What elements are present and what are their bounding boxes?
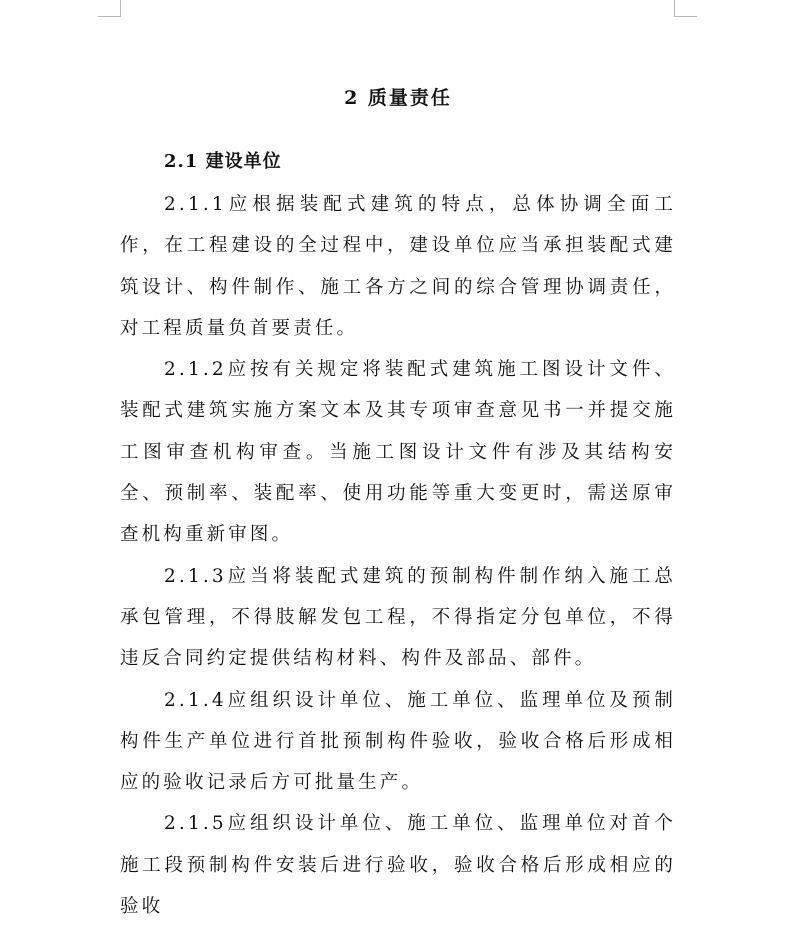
page-corner-mark-top-right [674, 0, 697, 17]
body-text [120, 184, 676, 927]
section-title: 2.1 建设单位 [164, 151, 282, 172]
paragraph-2-1-2: 2.1.2应按有关规定将装配式建筑施工图设计文件、装配式建筑实施方案文本及其专项审查意见书一并提交施工图审查机构审查。当施工图设计文件有涉及其结构安全、预制率、装配率、使用功能等重大变更时，需送原审查机构重新审图。 [120, 359, 676, 546]
paragraph-2-1-4: 2.1.4应组织设计单位、施工单位、监理单位及预制构件生产单位进行首批预制构件验收，验收合格后形成相应的验收记录后方可批量生产。 [120, 689, 676, 794]
paragraph-2-1-1: 2.1.1应根据装配式建筑的特点，总体协调全面工作，在工程建设的全过程中，建设单位应当承担装配式建筑设计、构件制作、施工各方之间的综合管理协调责任，对工程质量负首要责任。 [120, 194, 676, 339]
chapter-title: 2 质量责任 [344, 87, 452, 109]
paragraph-2-1-3: 2.1.3应当将装配式建筑的预制构件制作纳入施工总承包管理，不得肢解发包工程，不得指定分包单位，不得违反合同约定提供结构材料、构件及部品、部件。 [120, 565, 676, 670]
page-corner-mark-top-left [98, 0, 121, 17]
paragraph-2-1-5: 2.1.5应组织设计单位、施工单位、监理单位对首个施工段预制构件安装后进行验收，验收合格后形成相应的验收 [120, 813, 676, 918]
